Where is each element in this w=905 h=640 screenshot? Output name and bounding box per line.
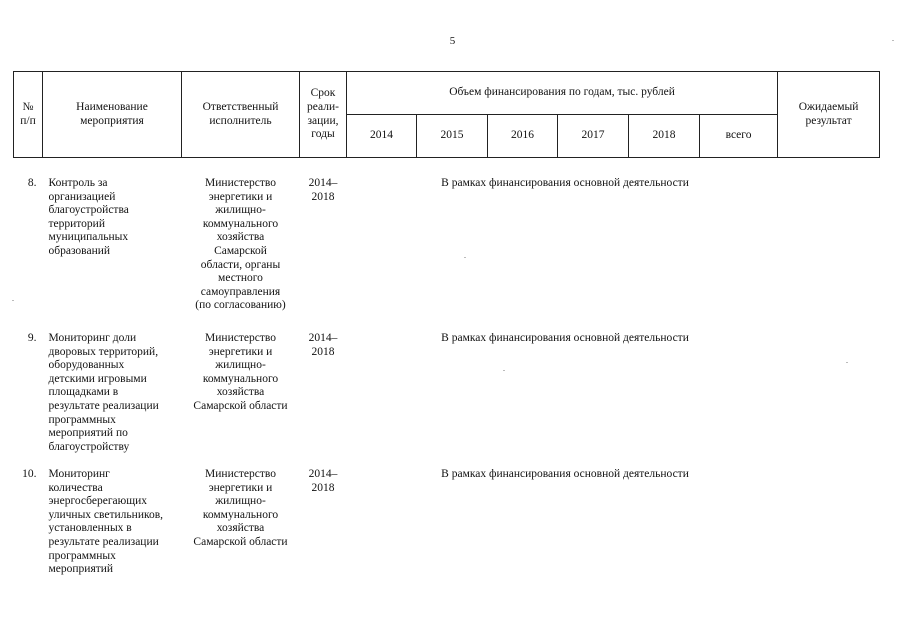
page-number: 5 bbox=[449, 35, 456, 47]
responsible-executor: Министерство энергетики и жилищно- коммунального хозяйства Самарской области bbox=[193, 332, 288, 412]
header-financing: Объем финансирования по годам, тыс. рублей bbox=[347, 72, 778, 115]
header-total: всего bbox=[700, 115, 778, 158]
header-activity-name: Наименование мероприятия bbox=[43, 72, 182, 158]
header-row bbox=[14, 72, 880, 115]
table-row bbox=[14, 468, 880, 588]
responsible-executor: Министерство энергетики и жилищно- коммунального хозяйства Самарской области, органы местного самоуправления (по согласованию) bbox=[195, 177, 286, 312]
header-term: Срок реали- зации, годы bbox=[300, 72, 347, 158]
header-year-2018: 2018 bbox=[629, 115, 700, 158]
header-year-2015: 2015 bbox=[417, 115, 488, 158]
expected-result bbox=[778, 468, 880, 588]
financing-note: В рамках финансирования основной деятельности bbox=[441, 468, 689, 480]
activity-name: Мониторинг доли дворовых территорий, оборудованных детскими игровыми площадками в результате реализации программных мероприятий по благоустройству bbox=[48, 332, 159, 453]
row-number: 9. bbox=[27, 332, 37, 344]
scan-speck bbox=[846, 362, 848, 363]
header-number: № п/п bbox=[14, 72, 43, 158]
header-expected-result: Ожидаемый результат bbox=[778, 72, 880, 158]
scan-speck bbox=[503, 370, 505, 371]
financing-note: В рамках финансирования основной деятельности bbox=[441, 332, 689, 344]
scan-speck bbox=[464, 257, 466, 258]
activity-name: Мониторинг количества энергосберегающих уличных светильников, установленных в результате реализации программных мероприятий bbox=[48, 468, 164, 576]
implementation-term: 2014– 2018 bbox=[308, 468, 338, 494]
expected-result bbox=[778, 177, 880, 332]
scan-speck bbox=[892, 40, 894, 41]
activity-name: Контроль за организацией благоустройства территорий муниципальных образований bbox=[48, 177, 129, 257]
scan-speck bbox=[12, 300, 14, 301]
row-number: 8. bbox=[27, 177, 37, 189]
implementation-term: 2014– 2018 bbox=[308, 177, 338, 203]
header-executor: Ответственный исполнитель bbox=[182, 72, 300, 158]
row-number: 10. bbox=[22, 468, 37, 480]
table-row bbox=[14, 177, 880, 332]
header-year-2014: 2014 bbox=[347, 115, 417, 158]
financing-note: В рамках финансирования основной деятельности bbox=[441, 177, 689, 189]
implementation-term: 2014– 2018 bbox=[308, 332, 338, 358]
responsible-executor: Министерство энергетики и жилищно- коммунального хозяйства Самарской области bbox=[193, 468, 288, 548]
table-row bbox=[14, 332, 880, 468]
header-year-2017: 2017 bbox=[558, 115, 629, 158]
expected-result bbox=[778, 332, 880, 468]
header-year-2016: 2016 bbox=[488, 115, 558, 158]
program-activities-table bbox=[13, 71, 880, 588]
